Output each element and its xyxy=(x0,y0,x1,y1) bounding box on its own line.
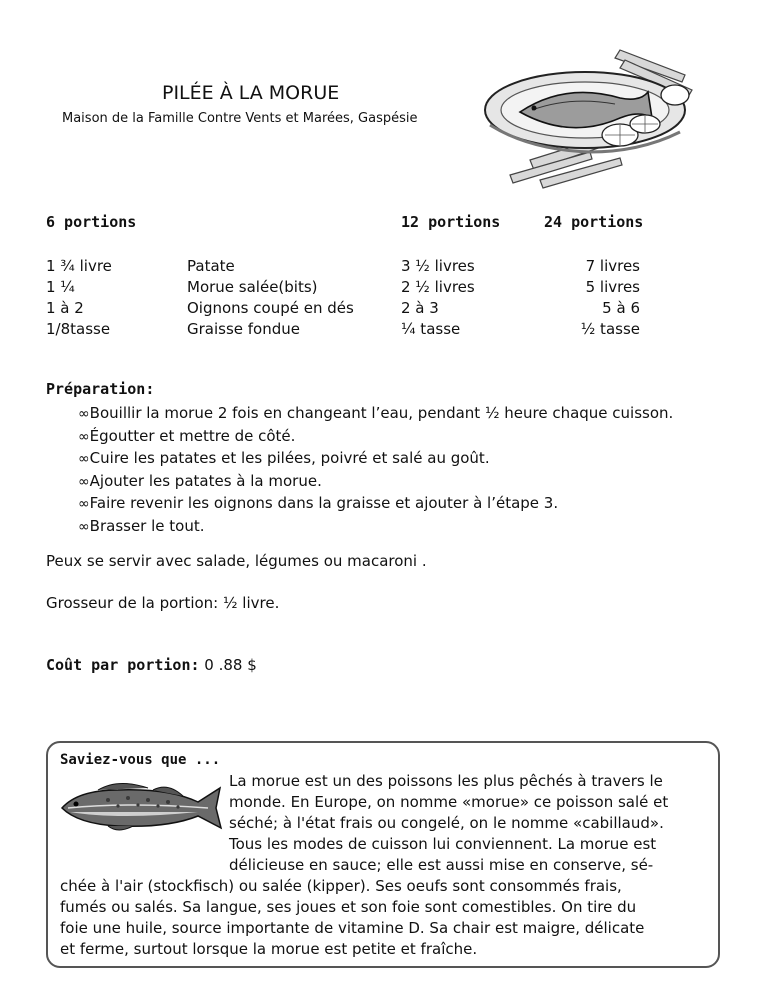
list-item xyxy=(78,426,673,449)
step-text: Bouillir la morue 2 fois en changeant l’eau, pendant ½ heure chaque cuisson. xyxy=(89,404,674,422)
list-item xyxy=(78,403,673,426)
qty12-cell: 2 à 3 xyxy=(401,299,439,317)
qty12-cell: 2 ½ livres xyxy=(401,278,475,296)
list-item xyxy=(78,448,673,471)
ingredient-cell: Patate xyxy=(187,257,235,275)
infinity-bullet-icon: ∞ xyxy=(78,473,90,490)
info-line: chée à l'air (stockfisch) ou salée (kipper). Ses oeufs sont consommés frais, xyxy=(60,877,622,895)
serving-note: Peux se servir avec salade, légumes ou macaroni . xyxy=(46,552,427,570)
step-text: Égoutter et mettre de côté. xyxy=(89,426,296,445)
quantities-12-column xyxy=(401,256,475,340)
qty24-cell: 5 livres xyxy=(585,278,640,296)
info-line: séché; à l'état frais ou congelé, on le nomme «cabillaud». xyxy=(229,814,664,832)
infinity-bullet-icon: ∞ xyxy=(78,428,90,445)
info-box-text xyxy=(60,771,710,960)
info-box-title: Saviez-vous que ... xyxy=(60,752,221,768)
info-line: délicieuse en sauce; elle est aussi mise en conserve, sé- xyxy=(229,856,654,874)
info-line: foie une huile, source importante de vitamine D. Sa chair est maigre, délicate xyxy=(60,919,645,937)
fish-plate-icon xyxy=(470,40,700,190)
info-line: monde. En Europe, on nomme «morue» ce poisson salé et xyxy=(229,793,669,811)
qty24-cell: ½ tasse xyxy=(580,320,640,338)
ingredient-cell: Morue salée(bits) xyxy=(187,278,318,296)
step-text: Brasser le tout. xyxy=(89,516,205,535)
header-6-portions: 6 portions xyxy=(46,213,137,231)
infinity-bullet-icon: ∞ xyxy=(78,518,90,535)
recipe-source: Maison de la Famille Contre Vents et Marées, Gaspésie xyxy=(62,111,418,126)
ingredient-cell: Graisse fondue xyxy=(187,320,300,338)
qty6-cell: 1 à 2 xyxy=(46,299,84,317)
info-line: La morue est un des poissons les plus pêchés à travers le xyxy=(229,772,663,790)
step-text: Faire revenir les oignons dans la graisse et ajouter à l’étape 3. xyxy=(89,494,559,512)
cost-value: 0 .88 $ xyxy=(199,656,257,674)
preparation-steps xyxy=(78,403,673,538)
ingredients-column xyxy=(187,256,354,340)
quantities-6-column xyxy=(46,256,112,340)
qty12-cell: 3 ½ livres xyxy=(401,257,475,275)
cost-per-portion xyxy=(46,656,257,674)
qty24-cell: 7 livres xyxy=(585,257,640,275)
list-item xyxy=(78,516,673,539)
qty6-cell: 1/8tasse xyxy=(46,320,111,338)
header-24-portions: 24 portions xyxy=(544,213,644,231)
qty6-cell: 1 ¾ livre xyxy=(46,257,112,275)
quantities-24-column xyxy=(544,256,640,340)
ingredient-cell: Oignons coupé en dés xyxy=(187,299,354,317)
step-text: Ajouter les patates à la morue. xyxy=(89,471,322,490)
infinity-bullet-icon: ∞ xyxy=(78,496,90,512)
info-line: et ferme, surtout lorsque la morue est petite et fraîche. xyxy=(60,940,478,958)
preparation-heading: Préparation: xyxy=(46,380,155,398)
qty12-cell: ¼ tasse xyxy=(401,320,461,338)
header-12-portions: 12 portions xyxy=(401,213,501,231)
portion-size: Grosseur de la portion: ½ livre. xyxy=(46,594,280,612)
list-item xyxy=(78,471,673,494)
qty24-cell: 5 à 6 xyxy=(602,299,640,317)
cost-label: Coût par portion: xyxy=(46,656,200,674)
info-line: fumés ou salés. Sa langue, ses joues et son foie sont comestibles. On tire du xyxy=(60,898,637,916)
infinity-bullet-icon: ∞ xyxy=(78,406,90,422)
info-line: Tous les modes de cuisson lui conviennent. La morue est xyxy=(229,835,657,853)
step-text: Cuire les patates et les pilées, poivré et salé au goût. xyxy=(89,449,490,467)
list-item xyxy=(78,493,673,516)
qty6-cell: 1 ¼ xyxy=(46,278,75,296)
recipe-title: PILÉE À LA MORUE xyxy=(162,82,340,104)
infinity-bullet-icon: ∞ xyxy=(78,451,90,467)
